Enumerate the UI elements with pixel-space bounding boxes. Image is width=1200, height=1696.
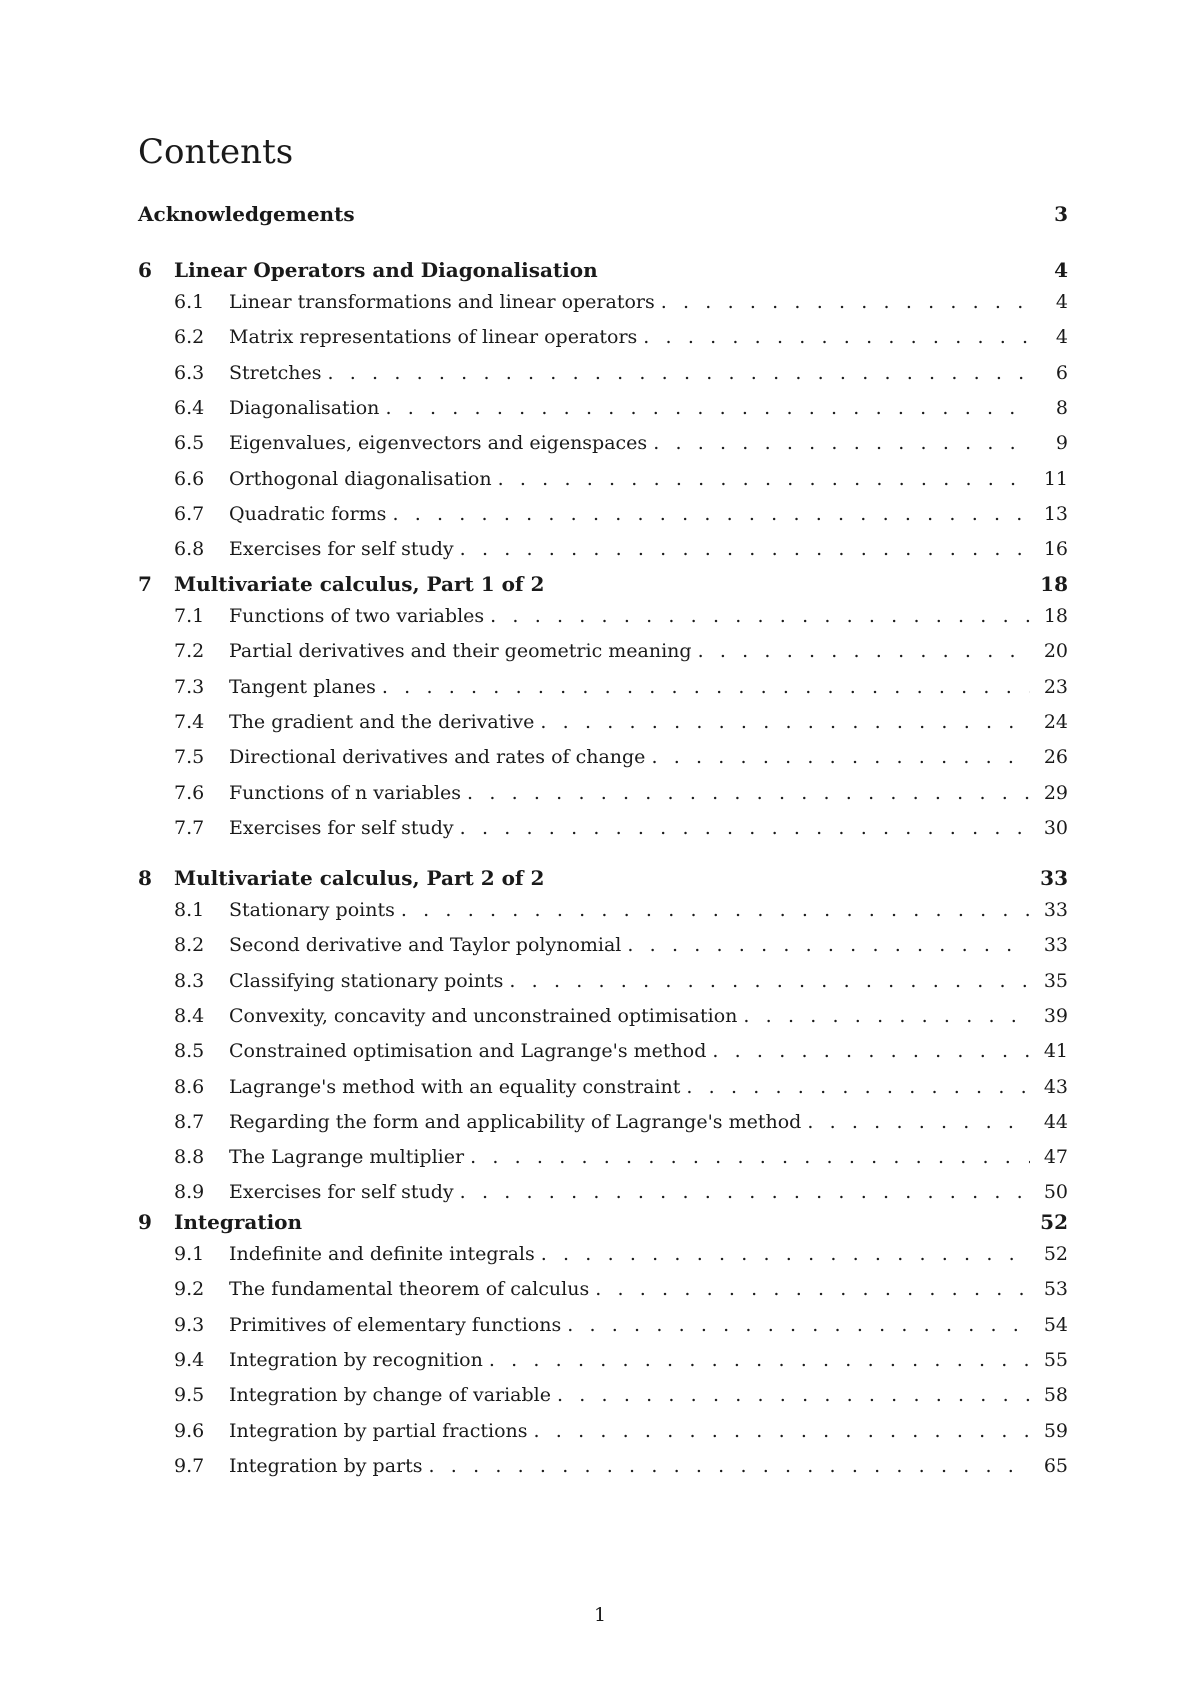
section-title: Indefinite and definite integrals <box>229 1243 535 1265</box>
section-number: 6.4 <box>174 397 205 419</box>
toc-entry-title: Acknowledgements <box>138 202 355 226</box>
section-page: 43 <box>1043 1076 1068 1098</box>
leader-dots <box>401 899 1030 921</box>
section-number: 9.7 <box>174 1455 205 1477</box>
section-number: 8.5 <box>174 1040 205 1062</box>
section-title: Functions of two variables <box>229 605 485 627</box>
toc-section[interactable] <box>138 432 1068 464</box>
section-page: 4 <box>1055 291 1068 313</box>
page-number: 1 <box>593 1604 607 1626</box>
section-page: 24 <box>1043 711 1068 733</box>
section-number: 9.1 <box>174 1243 205 1265</box>
section-page: 33 <box>1043 899 1068 921</box>
toc-chapter[interactable] <box>138 866 1068 898</box>
section-title: Stationary points <box>229 899 395 921</box>
chapter-title: Multivariate calculus, Part 1 of 2 <box>174 572 545 596</box>
toc-section[interactable] <box>138 934 1068 966</box>
section-page: 20 <box>1043 640 1068 662</box>
section-number: 7.3 <box>174 676 205 698</box>
section-number: 8.7 <box>174 1111 205 1133</box>
section-page: 65 <box>1043 1455 1068 1477</box>
section-page: 39 <box>1043 1005 1068 1027</box>
leader-dots <box>661 291 1030 313</box>
toc-entry-page: 3 <box>1054 202 1068 226</box>
toc-section[interactable] <box>138 1455 1068 1487</box>
section-title: Stretches <box>229 362 322 384</box>
toc-section[interactable] <box>138 711 1068 743</box>
section-title: Quadratic forms <box>229 503 387 525</box>
section-page: 6 <box>1055 362 1068 384</box>
section-title: The Lagrange multiplier <box>229 1146 465 1168</box>
section-title: Classifying stationary points <box>229 970 504 992</box>
section-title: Directional derivatives and rates of change <box>229 746 646 768</box>
section-page: 47 <box>1043 1146 1068 1168</box>
toc-section[interactable] <box>138 397 1068 429</box>
section-title: Linear transformations and linear operators <box>229 291 655 313</box>
toc-section[interactable] <box>138 503 1068 535</box>
section-number: 7.6 <box>174 782 205 804</box>
toc-section[interactable] <box>138 1314 1068 1346</box>
section-title: Integration by change of variable <box>229 1384 551 1406</box>
section-page: 18 <box>1043 605 1068 627</box>
leader-dots <box>467 782 1030 804</box>
chapter-title: Integration <box>174 1210 303 1234</box>
leader-dots <box>534 1420 1030 1442</box>
section-number: 8.1 <box>174 899 205 921</box>
section-title: Functions of n variables <box>229 782 462 804</box>
section-page: 16 <box>1043 538 1068 560</box>
toc-acknowledgements[interactable] <box>138 202 1068 234</box>
section-page: 11 <box>1043 468 1068 490</box>
toc-chapter[interactable] <box>138 572 1068 604</box>
leader-dots <box>429 1455 1030 1477</box>
section-title: Eigenvalues, eigenvectors and eigenspaces <box>229 432 648 454</box>
toc-section[interactable] <box>138 1420 1068 1452</box>
section-page: 33 <box>1043 934 1068 956</box>
leader-dots <box>392 503 1030 525</box>
leader-dots <box>651 746 1030 768</box>
section-number: 7.5 <box>174 746 205 768</box>
section-page: 4 <box>1055 326 1068 348</box>
toc-section[interactable] <box>138 782 1068 814</box>
toc-section[interactable] <box>138 676 1068 708</box>
toc-section[interactable] <box>138 1278 1068 1310</box>
leader-dots <box>807 1111 1030 1133</box>
toc-section[interactable] <box>138 817 1068 849</box>
section-number: 8.9 <box>174 1181 205 1203</box>
section-number: 6.7 <box>174 503 205 525</box>
section-page: 23 <box>1043 676 1068 698</box>
leader-dots <box>489 1349 1030 1371</box>
chapter-number: 9 <box>138 1210 152 1234</box>
section-number: 8.2 <box>174 934 205 956</box>
chapter-title: Linear Operators and Diagonalisation <box>174 258 598 282</box>
chapter-page: 18 <box>1040 572 1068 596</box>
section-number: 6.8 <box>174 538 205 560</box>
leader-dots <box>470 1146 1030 1168</box>
leader-dots <box>509 970 1030 992</box>
toc-section[interactable] <box>138 970 1068 1002</box>
section-page: 35 <box>1043 970 1068 992</box>
leader-dots <box>712 1040 1030 1062</box>
leader-dots <box>460 538 1030 560</box>
toc-section[interactable] <box>138 538 1068 570</box>
toc-section[interactable] <box>138 1040 1068 1072</box>
section-title: Constrained optimisation and Lagrange's method <box>229 1040 707 1062</box>
leader-dots <box>698 640 1030 662</box>
toc-section[interactable] <box>138 326 1068 358</box>
section-title: Integration by partial fractions <box>229 1420 528 1442</box>
section-page: 54 <box>1043 1314 1068 1336</box>
toc-section[interactable] <box>138 1181 1068 1213</box>
chapter-number: 6 <box>138 258 152 282</box>
leader-dots <box>743 1005 1030 1027</box>
section-number: 9.2 <box>174 1278 205 1300</box>
toc-section[interactable] <box>138 1349 1068 1381</box>
leader-dots <box>328 362 1031 384</box>
section-number: 8.4 <box>174 1005 205 1027</box>
leader-dots <box>382 676 1030 698</box>
section-number: 6.2 <box>174 326 205 348</box>
toc-section[interactable] <box>138 1243 1068 1275</box>
chapter-page: 52 <box>1040 1210 1068 1234</box>
toc-section[interactable] <box>138 1384 1068 1416</box>
leader-dots <box>627 934 1030 956</box>
toc-section[interactable] <box>138 291 1068 323</box>
page-title: Contents <box>138 132 294 172</box>
leader-dots <box>653 432 1030 454</box>
chapter-page: 4 <box>1054 258 1068 282</box>
section-title: Matrix representations of linear operators <box>229 326 638 348</box>
section-number: 6.1 <box>174 291 205 313</box>
chapter-page: 33 <box>1040 866 1068 890</box>
leader-dots <box>686 1076 1030 1098</box>
section-page: 9 <box>1055 432 1068 454</box>
section-number: 9.4 <box>174 1349 205 1371</box>
toc-section[interactable] <box>138 468 1068 500</box>
section-page: 41 <box>1043 1040 1068 1062</box>
leader-dots <box>541 1243 1030 1265</box>
leader-dots <box>385 397 1030 419</box>
section-title: Exercises for self study <box>229 817 454 839</box>
section-number: 7.2 <box>174 640 205 662</box>
section-page: 30 <box>1043 817 1068 839</box>
section-page: 8 <box>1055 397 1068 419</box>
section-number: 6.3 <box>174 362 205 384</box>
section-title: Second derivative and Taylor polynomial <box>229 934 622 956</box>
toc-section[interactable] <box>138 1111 1068 1143</box>
leader-dots <box>460 1181 1030 1203</box>
toc-section[interactable] <box>138 640 1068 672</box>
section-title: The gradient and the derivative <box>229 711 535 733</box>
chapter-title: Multivariate calculus, Part 2 of 2 <box>174 866 545 890</box>
toc-section[interactable] <box>138 362 1068 394</box>
section-number: 7.7 <box>174 817 205 839</box>
toc-section[interactable] <box>138 899 1068 931</box>
section-title: Regarding the form and applicability of Lagrange's method <box>229 1111 802 1133</box>
section-number: 9.6 <box>174 1420 205 1442</box>
chapter-number: 7 <box>138 572 152 596</box>
toc-chapter[interactable] <box>138 258 1068 290</box>
leader-dots <box>567 1314 1030 1336</box>
section-page: 29 <box>1043 782 1068 804</box>
leader-dots <box>557 1384 1030 1406</box>
leader-dots <box>540 711 1030 733</box>
toc-section[interactable] <box>138 746 1068 778</box>
leader-dots <box>490 605 1030 627</box>
section-title: Diagonalisation <box>229 397 380 419</box>
section-number: 7.4 <box>174 711 205 733</box>
section-title: Primitives of elementary functions <box>229 1314 562 1336</box>
chapter-number: 8 <box>138 866 152 890</box>
section-title: Exercises for self study <box>229 538 454 560</box>
toc-section[interactable] <box>138 605 1068 637</box>
section-page: 53 <box>1043 1278 1068 1300</box>
section-page: 52 <box>1043 1243 1068 1265</box>
toc-section[interactable] <box>138 1076 1068 1108</box>
leader-dots <box>643 326 1030 348</box>
section-title: Integration by parts <box>229 1455 423 1477</box>
section-page: 55 <box>1043 1349 1068 1371</box>
toc-section[interactable] <box>138 1005 1068 1037</box>
section-number: 6.5 <box>174 432 205 454</box>
section-title: The fundamental theorem of calculus <box>229 1278 590 1300</box>
section-title: Convexity, concavity and unconstrained optimisation <box>229 1005 738 1027</box>
section-page: 59 <box>1043 1420 1068 1442</box>
section-page: 13 <box>1043 503 1068 525</box>
section-number: 9.3 <box>174 1314 205 1336</box>
section-title: Exercises for self study <box>229 1181 454 1203</box>
section-number: 8.6 <box>174 1076 205 1098</box>
section-title: Partial derivatives and their geometric meaning <box>229 640 692 662</box>
section-page: 44 <box>1043 1111 1068 1133</box>
section-number: 7.1 <box>174 605 205 627</box>
leader-dots <box>595 1278 1030 1300</box>
section-page: 26 <box>1043 746 1068 768</box>
section-number: 6.6 <box>174 468 205 490</box>
leader-dots <box>460 817 1030 839</box>
section-number: 8.3 <box>174 970 205 992</box>
section-title: Integration by recognition <box>229 1349 483 1371</box>
section-page: 50 <box>1043 1181 1068 1203</box>
section-number: 9.5 <box>174 1384 205 1406</box>
toc-section[interactable] <box>138 1146 1068 1178</box>
leader-dots <box>498 468 1030 490</box>
section-number: 8.8 <box>174 1146 205 1168</box>
section-title: Orthogonal diagonalisation <box>229 468 492 490</box>
section-title: Tangent planes <box>229 676 376 698</box>
section-title: Lagrange's method with an equality constraint <box>229 1076 681 1098</box>
section-page: 58 <box>1043 1384 1068 1406</box>
toc-chapter[interactable] <box>138 1210 1068 1242</box>
